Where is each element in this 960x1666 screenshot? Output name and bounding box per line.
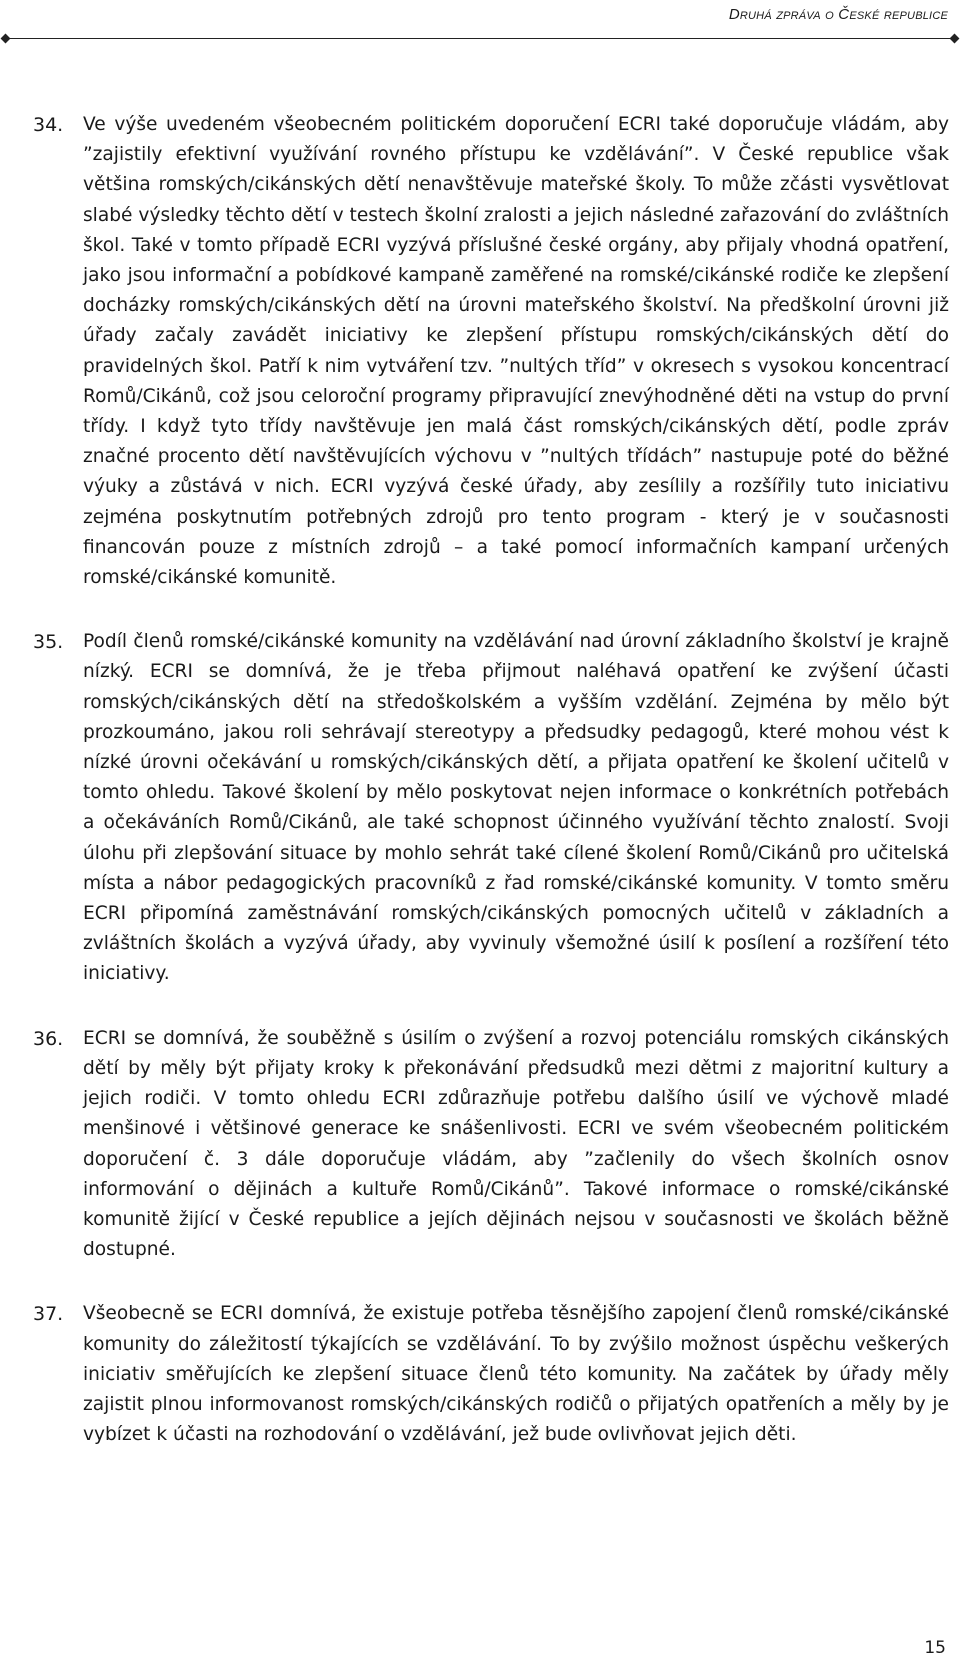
running-header — [729, 6, 948, 23]
header-title-part2: České republice — [838, 6, 948, 23]
paragraph-34 — [33, 110, 955, 593]
paragraph-number: 37. — [33, 1303, 64, 1326]
paragraph-36 — [33, 1024, 955, 1266]
paragraph-37 — [33, 1299, 955, 1450]
paragraph-text: Všeobecně se ECRI domnívá, že existuje potřeba těsnějšího zapojení členů romské/cikánské komunity do záležitostí týkajících se vzdělávání. To by zvýšilo možnost úspěchu veškerých iniciativ směřujících ke zlepšení situace členů této komunity. Na začátek by úřady měly zajistit plnou informovanost romských/cikánských rodičů o přijatých opatřeních a měly by je vybízet k účasti na rozhodování o vzdělávání, jež bude ovlivňovat jejich děti. — [83, 1303, 949, 1446]
document-body — [33, 110, 955, 1484]
paragraph-number: 35. — [33, 631, 64, 654]
header-divider — [4, 38, 956, 39]
header-title-part1: Druhá zpráva o — [728, 6, 839, 23]
paragraph-text: Ve výše uvedeném všeobecném politickém doporučení ECRI také doporučuje vládám, aby ”zajistily efektivní využívání rovného přístupu ke vzdělávání”. V České republice však většina romských/cikánských dětí nenavštěvuje mateřské školy. To může zčásti vysvětlovat slabé výsledky těchto dětí v testech školní zralosti a jejich následné zařazování do zvláštních škol. Také v tomto případě ECRI vyzývá příslušné české orgány, aby přijaly vhodná opatření, jako jsou informační a pobídkové kampaně zaměřené na romské/cikánské rodiče ke zlepšení docházky romských/cikánských dětí na úrovni mateřského školství. Na předškolní úrovni již úřady začaly zavádět iniciativy ke zlepšení přístupu romských/cikánských dětí do pravidelných škol. Patří k nim vytváření tzv. ”nultých tříd” v okresech s vysokou koncentrací Romů/Cikánů, což jsou celoroční programy připravující znevýhodněné děti na vstup do první třídy. I když tyto třídy navštěvuje jen malá část romských/cikánských dětí, podle zpráv značné procento dětí navštěvujících výchovu v ”nultých třídách” nastupuje poté do běžné výuky a zůstává v nich. ECRI vyzývá české úřady, aby zesílily a rozšířily tuto iniciativu zejména poskytnutím potřebných zdrojů pro tento program - který je v současnosti financován pouze z místních zdrojů – a také pomocí informačních kampaní určených romské/cikánské komunitě. — [83, 114, 949, 589]
paragraph-number: 34. — [33, 114, 64, 136]
paragraph-number: 36. — [33, 1027, 64, 1050]
page-number: 15 — [924, 1638, 946, 1658]
paragraph-text: Podíl členů romské/cikánské komunity na vzdělávání nad úrovní základního školství je krajně nízký. ECRI se domnívá, že je třeba přijmout naléhavá opatření ke zvýšení účasti romských/cikánských dětí na středoškolském a vyšším vzdělání. Zejména by mělo být prozkoumáno, jakou roli sehrávají stereotypy a předsudky pedagogů, které mohou vést k nízké úrovni očekávání u romských/cikánských dětí, a přijata opatření ke školení učitelů v tomto ohledu. Takové školení by mělo poskytovat nejen informace o konkrétních potřebách a očekáváních Romů/Cikánů, ale také schopnost účinného využívání těchto znalostí. Svoji úlohu při zlepšování situace by mohlo sehrát také cílené školení Romů/Cikánů pro učitelská místa a nábor pedagogických pracovníků z řad romské/cikánské komunity. V tomto směru ECRI připomíná zaměstnávání romských/cikánských pomocných učitelů v základních a zvláštních školách a vyzývá úřady, aby vyvinuly všemožné úsilí k posílení a rozšíření této iniciativy. — [83, 631, 949, 985]
paragraph-35 — [33, 627, 955, 989]
paragraph-text: ECRI se domnívá, že souběžně s úsilím o zvýšení a rozvoj potenciálu romských cikánských dětí by měly být přijaty kroky k překonávání předsudků mezi dětmi z majoritní kultury a jejich rodiči. V tomto ohledu ECRI zdůrazňuje potřebu dalšího úsilí ve výchově mladé menšinové i většinové generace ke snášenlivosti. ECRI ve svém všeobecném politickém doporučení č. 3 dále doporučuje vládám, aby ”začlenily do všech školních osnov informování o dějinách a kultuře Romů/Cikánů”. Takové informace o romské/cikánské komunitě žijící v České republice a jejích dějinách nejsou v současnosti ve školách běžně dostupné. — [83, 1027, 949, 1261]
